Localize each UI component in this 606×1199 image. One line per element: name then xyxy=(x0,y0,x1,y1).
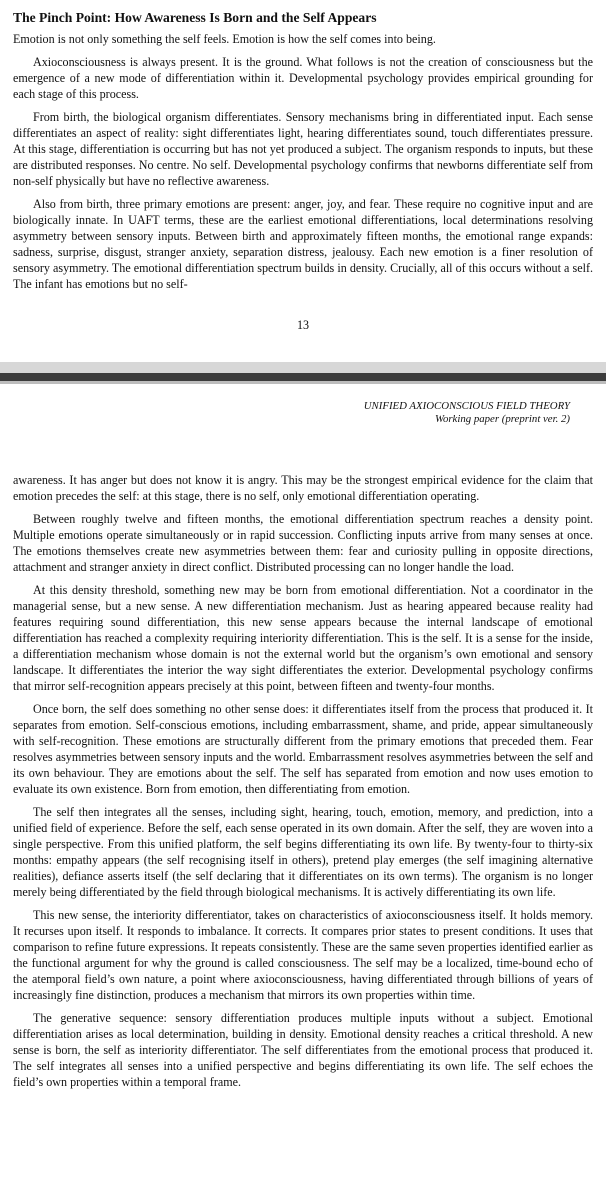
paragraph: This new sense, the interiority differentiator, takes on characteristics of axioconsciousness itself. It holds memory. It recurses upon itself. It responds to imbalance. It corrects. It compares prior states to present conditions. It uses that comparison to refine future expressions. It repeats consistently. These are the same seven properties identified earlier as the functional argument for why the ground is called consciousness. The self may be a localized, time-bound echo of the atemporal field’s own nature, a point where axioconsciousness, having differentiated through billions of years of increasingly fine distinction, produces a mechanism that mirrors its own properties within time. xyxy=(13,908,593,1002)
paragraph: Emotion is not only something the self feels. Emotion is how the self comes into being. xyxy=(13,32,436,46)
lower-page-body xyxy=(13,472,593,1097)
paragraph: Between roughly twelve and fifteen months, the emotional differentiation spectrum reaches a density point. Multiple emotions operate simultaneously or in rapid succession. Conflicting inputs arrive from many senses at once. The emotions themselves create new asymmetries between them: fear and curiosity pulling in opposite directions, attachment and stranger anxiety in direct conflict. Distributed processing can no longer handle the load. xyxy=(13,512,593,574)
page-gap xyxy=(0,362,606,373)
paragraph: awareness. It has anger but does not know it is angry. This may be the strongest empirical evidence for the claim that emotion precedes the self: at this stage, there is no self, only emotional differentiation operating. xyxy=(13,473,593,503)
paragraph: From birth, the biological organism differentiates. Sensory mechanisms bring in differentiated input. Each sense differentiates an aspect of reality: sight differentiates light, hearing differentiates sound, touch differentiates pressure. At this stage, differentiation is occurring but has not yet produced a subject. The organism responds to inputs, but these are distributed responses. No centre. No self. Developmental psychology confirms that newborns differentiate self from non-self physically but have no reflective awareness. xyxy=(13,110,593,188)
paragraph: At this density threshold, something new may be born from emotional differentiation. Not a coordinator in the managerial sense, but a new sense. A new differentiation mechanism. Just as hearing appeared because reality had features requiring sound differentiation, this new sense appears because the internal landscape of emotional differentiation has reached a complexity requiring interiority differentiation. This is the self. It is a sense for the inside, a differentiation mechanism whose domain is not the external world but the organism’s own emotional and sensory landscape. It differentiates the interior the way sight differentiates the exterior. Developmental psychology confirms that mirror self-recognition appears precisely at this point, between fifteen and twenty-four months. xyxy=(13,583,593,693)
paragraph: Axioconsciousness is always present. It is the ground. What follows is not the creation of consciousness but the emergence of a new mode of differentiation within it. Developmental psychology provides empirical grounding for each stage of this process. xyxy=(13,55,593,101)
paragraph: Also from birth, three primary emotions are present: anger, joy, and fear. These require no cognitive input and are biologically innate. In UAFT terms, these are the earliest emotional differentiations, local determinations resolving asymmetry between sensory inputs. Between birth and approximately fifteen months, the emotional range expands: sadness, surprise, disgust, stranger anxiety, separation distress, jealousy. Each new emotion is a finer resolution of sensory asymmetry. The emotional differentiation spectrum builds in density. Crucially, all of this occurs without a self. The infant has emotions but no self- xyxy=(13,197,593,291)
paragraph: The self then integrates all the senses, including sight, hearing, touch, emotion, memory, and prediction, into a unified field of experience. Before the self, each sense operated in its own domain. After the self, they are woven into a single perspective. From this unified platform, the self begins differentiating its own life. By twenty-four to thirty-six months: empathy appears (the self recognising itself in others), pretend play emerges (the self imagining alternative realities), defiance asserts itself (the self declaring that it differentiates on its own terms). The organism is no longer merely being differentiated by the field through biological mechanisms. It is actively differentiating its own life. xyxy=(13,805,593,899)
upper-page-body xyxy=(13,10,593,299)
page-divider-shadow xyxy=(0,381,606,384)
running-head xyxy=(364,400,570,426)
paragraph: Once born, the self does something no other sense does: it differentiates itself from the process that produced it. It separates from emotion. Self-conscious emotions, including embarrassment, shame, and pride, appear simultaneously with self-recognition. These emotions are structurally different from the primary emotions that preceded them. Fear resolves asymmetries between sensory inputs and the world. Embarrassment resolves asymmetries between the self and its own behaviour. They are emotions about the self. The self has separated from emotion and now uses emotion to evaluate its own existence. Born from emotion, then differentiating from emotion. xyxy=(13,702,593,796)
page-divider xyxy=(0,373,606,381)
section-title: The Pinch Point: How Awareness Is Born and the Self Appears xyxy=(13,10,377,25)
page-number: 13 xyxy=(296,318,310,332)
paragraph: The generative sequence: sensory differentiation produces multiple inputs without a subject. Emotional differentiation arises as local determination, building in density. Emotional density reaches a critical threshold. A new sense is born, the self as interiority differentiator. The self differentiates from the emotional process that produced it. The self integrates all senses into a unified perspective and begins differentiating its own life. The self echoes the field’s own properties within a temporal frame. xyxy=(13,1011,593,1089)
upper-page xyxy=(0,0,606,362)
running-head-subtitle: Working paper (preprint ver. 2) xyxy=(434,413,570,425)
running-head-title: UNIFIED AXIOCONSCIOUS FIELD THEORY xyxy=(363,400,570,412)
